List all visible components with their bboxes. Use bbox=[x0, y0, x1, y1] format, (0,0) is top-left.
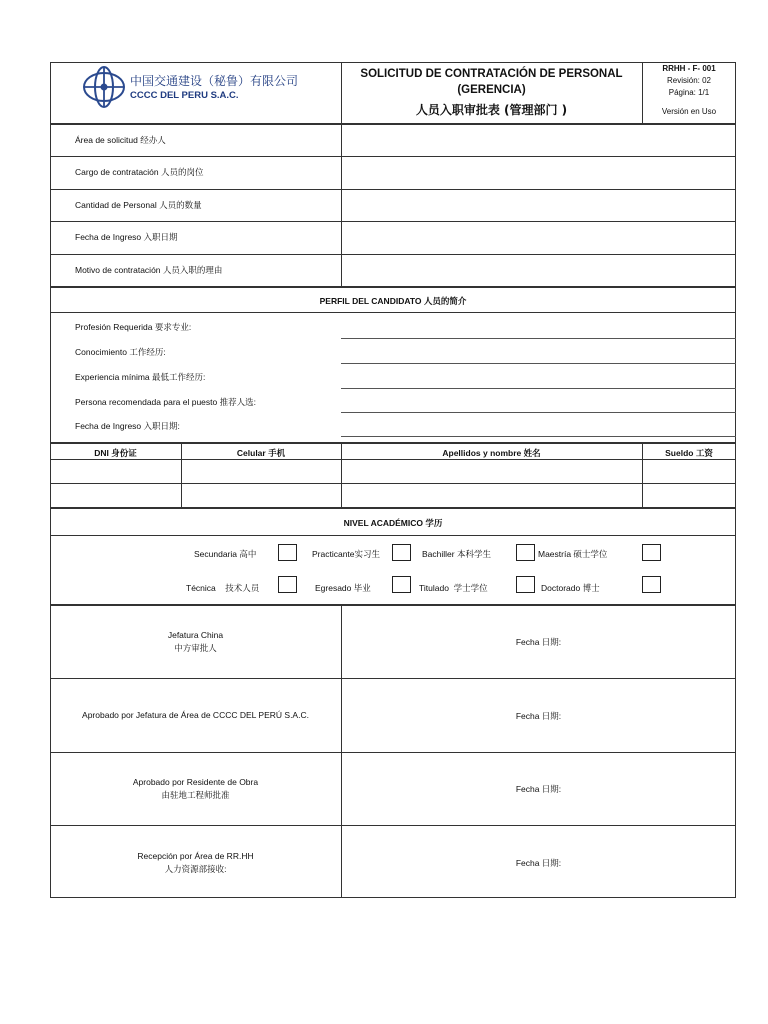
table-cell-name[interactable] bbox=[343, 461, 641, 482]
checkbox-technical[interactable] bbox=[278, 576, 297, 593]
table-cell-phone[interactable] bbox=[183, 461, 340, 482]
option-label-bachelor: Bachiller 本科学生 bbox=[422, 549, 491, 559]
table-cell-salary[interactable] bbox=[644, 485, 735, 507]
field-input-position[interactable] bbox=[343, 158, 734, 188]
profile-line-recommended[interactable] bbox=[341, 412, 736, 413]
field-label-area: Área de solicitud 经办人 bbox=[75, 135, 166, 145]
option-label-doctorate: Doctorado 博士 bbox=[541, 583, 600, 593]
approval-date-label: Fecha 日期: bbox=[515, 637, 562, 647]
approver-label-resident-cn: 由驻地工程师批准 bbox=[161, 790, 230, 800]
column-header-salary: Sueldo 工资 bbox=[665, 448, 713, 458]
profile-line-experience[interactable] bbox=[341, 388, 736, 389]
approval-date-label: Fecha 日期: bbox=[515, 784, 562, 794]
profile-label-recommended: Persona recomendada para el puesto 推荐人选: bbox=[75, 397, 256, 407]
table-cell-phone[interactable] bbox=[183, 485, 340, 507]
table-cell-dni[interactable] bbox=[52, 461, 180, 482]
company-name-cn: 中国交通建设（秘鲁）有限公司 bbox=[130, 74, 299, 88]
table-cell-salary[interactable] bbox=[644, 461, 735, 482]
column-header-dni: DNI 身份证 bbox=[94, 448, 137, 458]
profile-line-start-date[interactable] bbox=[341, 436, 736, 437]
field-input-start-date[interactable] bbox=[343, 223, 734, 253]
profile-line-profession[interactable] bbox=[341, 338, 736, 339]
document-version: Versión en Uso bbox=[661, 107, 717, 116]
option-label-titled: Titulado 学士学位 bbox=[419, 583, 488, 593]
checkbox-titled[interactable] bbox=[516, 576, 535, 593]
profile-label-start-date: Fecha de Ingreso 入职日期: bbox=[75, 421, 180, 431]
document-revision: Revisión: 02 bbox=[666, 76, 712, 85]
approver-label-area-head: Aprobado por Jefatura de Área de CCCC DEL PERÚ S.A.C. bbox=[82, 710, 309, 720]
form-subtitle: (GERENCIA) bbox=[457, 84, 526, 96]
field-label-quantity: Cantidad de Personal 人员的数量 bbox=[75, 200, 202, 210]
field-input-reason[interactable] bbox=[343, 256, 734, 285]
table-cell-name[interactable] bbox=[343, 485, 641, 507]
approver-label-resident: Aprobado por Residente de Obra bbox=[132, 777, 259, 787]
field-input-quantity[interactable] bbox=[343, 191, 734, 220]
approver-label-hr: Recepción por Área de RR.HH bbox=[137, 851, 254, 861]
checkbox-secondary[interactable] bbox=[278, 544, 297, 561]
company-name-en: CCCC DEL PERU S.A.C. bbox=[130, 90, 239, 101]
checkbox-bachelor[interactable] bbox=[516, 544, 535, 561]
profile-label-experience: Experiencia mínima 最低工作经历: bbox=[75, 372, 206, 382]
checkbox-master[interactable] bbox=[642, 544, 661, 561]
approver-label-china-cn: 中方审批人 bbox=[174, 643, 217, 653]
form-title-cn: 人员入职审批表 (管理部门 ) bbox=[415, 103, 568, 117]
document-code: RRHH - F- 001 bbox=[662, 64, 716, 73]
approval-date-label: Fecha 日期: bbox=[515, 858, 562, 868]
profile-line-knowledge[interactable] bbox=[341, 363, 736, 364]
field-input-area[interactable] bbox=[343, 126, 734, 155]
field-label-reason: Motivo de contratación 人员入职的理由 bbox=[75, 265, 223, 275]
option-label-intern: Practicante实习生 bbox=[312, 549, 381, 559]
checkbox-doctorate[interactable] bbox=[642, 576, 661, 593]
column-header-name: Apellidos y nombre 姓名 bbox=[442, 448, 541, 458]
approver-label-hr-cn: 人力资源部接收: bbox=[164, 864, 227, 874]
option-label-technical: Técnica 技术人员 bbox=[186, 583, 260, 593]
document-page-number: Página: 1/1 bbox=[668, 88, 710, 97]
academic-heading: NIVEL ACADÉMICO 学历 bbox=[343, 518, 443, 528]
table-cell-dni[interactable] bbox=[52, 485, 180, 507]
profile-label-knowledge: Conocimiento 工作经历: bbox=[75, 347, 166, 357]
approver-label-china: Jefatura China bbox=[167, 630, 224, 640]
option-label-master: Maestría 硕士学位 bbox=[538, 549, 608, 559]
checkbox-graduate[interactable] bbox=[392, 576, 411, 593]
field-label-start-date: Fecha de Ingreso 入职日期 bbox=[75, 232, 178, 242]
approval-date-label: Fecha 日期: bbox=[515, 711, 562, 721]
profile-label-profession: Profesión Requerida 要求专业: bbox=[75, 322, 192, 332]
checkbox-intern[interactable] bbox=[392, 544, 411, 561]
company-logo-icon bbox=[80, 64, 128, 110]
option-label-graduate: Egresado 毕业 bbox=[315, 583, 371, 593]
field-label-position: Cargo de contratación 人员的岗位 bbox=[75, 167, 204, 177]
form-title: SOLICITUD DE CONTRATACIÓN DE PERSONAL bbox=[360, 68, 623, 80]
option-label-secondary: Secundaria 高中 bbox=[194, 549, 257, 559]
column-header-phone: Celular 手机 bbox=[236, 448, 286, 458]
profile-heading: PERFIL DEL CANDIDATO 人员的简介 bbox=[319, 296, 467, 306]
